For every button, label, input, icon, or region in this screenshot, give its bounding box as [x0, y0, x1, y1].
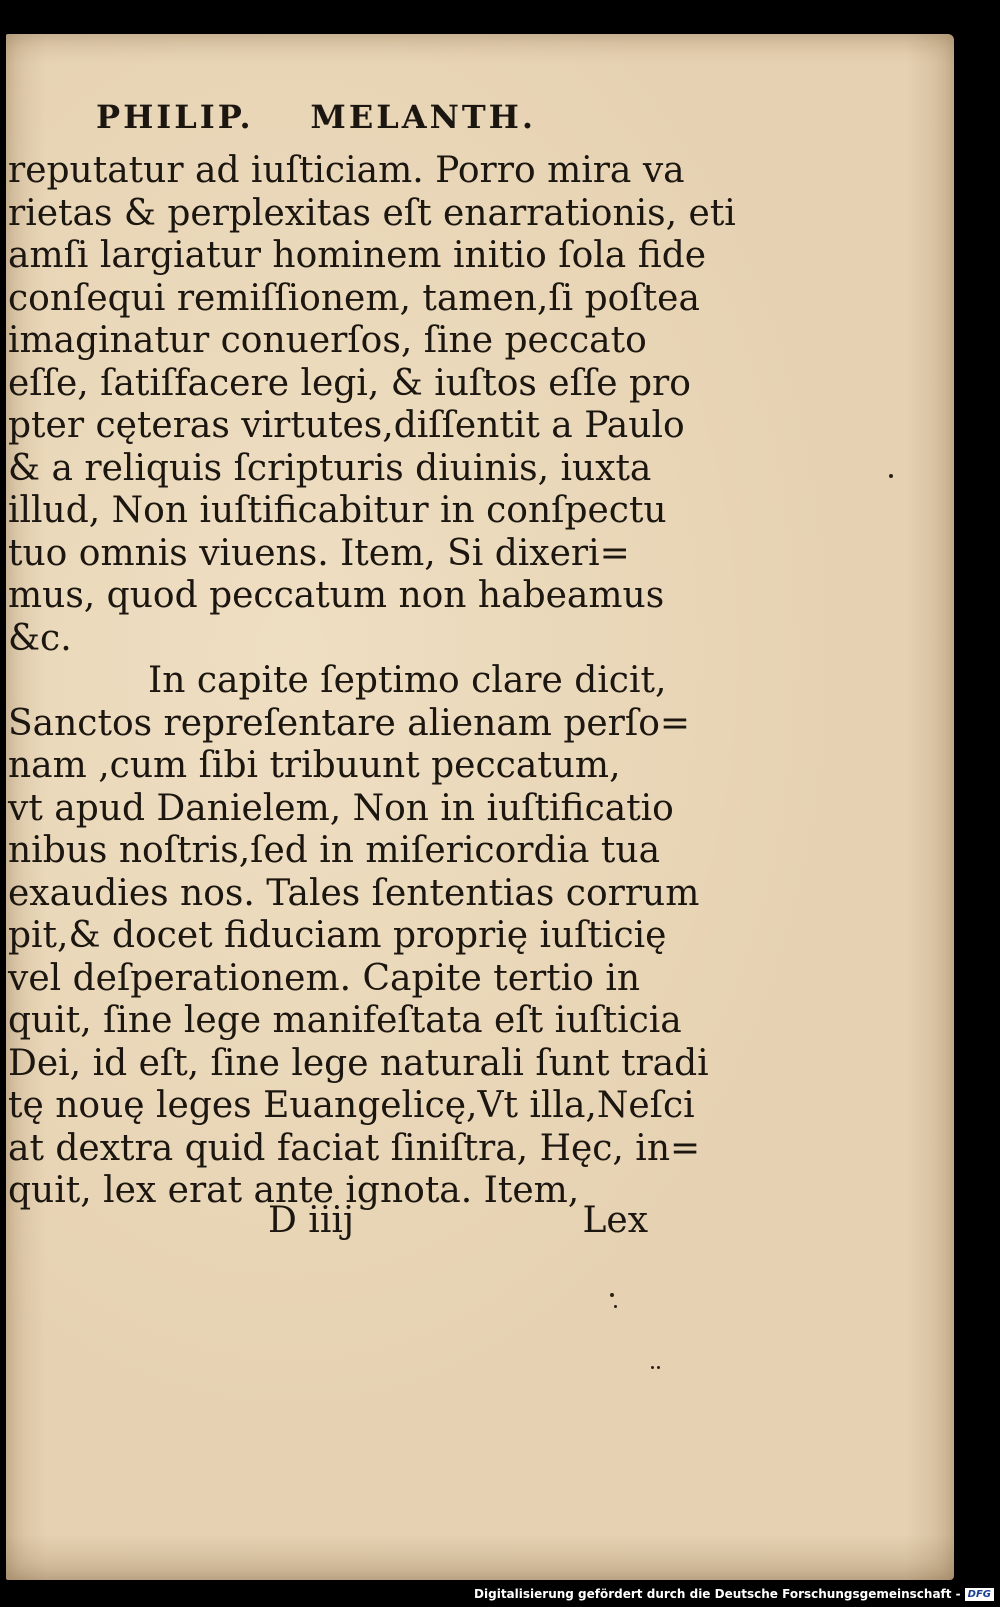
- text-line: tę nouę leges Euangelicę,Vt illa,Neſci: [8, 1085, 695, 1126]
- text-line: exaudies nos. Tales ſententias corrum: [8, 872, 700, 914]
- header-left: PHILIP.: [96, 98, 254, 136]
- text-line: nam ,cum ſibi tribuunt peccatum,: [8, 745, 621, 786]
- ink-speck: [889, 474, 893, 478]
- ink-speck: [614, 1305, 617, 1308]
- text-line: pter cęteras virtutes,diſſentit a Paulo: [8, 405, 685, 446]
- text-line: reputatur ad iuſticiam. Porro mira va: [8, 150, 685, 191]
- ink-speck: [610, 1293, 614, 1297]
- text-line: at dextra quid faciat ſiniſtra, Hęc, in=: [8, 1127, 701, 1169]
- text-line: & a reliquis ſcripturis diuinis, iuxta: [8, 447, 652, 489]
- text-line: mus, quod peccatum non habeamus: [8, 575, 665, 616]
- paragraph-start-line: In capite ſeptimo clare dicit,: [148, 660, 667, 701]
- text-line: pit,& docet fiduciam proprię iuſticię: [8, 915, 667, 956]
- text-line: amſi largiatur hominem initio ſola fide: [8, 235, 707, 276]
- text-line: tuo omnis viuens. Item, Si dixeri=: [8, 532, 630, 574]
- header-right: MELANTH.: [310, 98, 536, 136]
- text-line: quit, lex erat ante ignota. Item,: [8, 1170, 580, 1211]
- text-line: imaginatur conuerſos, ſine peccato: [8, 320, 647, 361]
- text-line: rietas & perplexitas eſt enarrationis, eti: [8, 192, 736, 234]
- text-line: nibus noſtris,ſed in miſericordia tua: [8, 830, 661, 871]
- catchword: Lex: [582, 1200, 648, 1241]
- text-line: conſequi remiſſionem, tamen,ſi poſtea: [8, 277, 700, 319]
- signature-mark: D iiij: [268, 1200, 355, 1241]
- text-line: quit, ſine lege manifeſtata eſt iuſticia: [8, 1000, 682, 1041]
- dfg-logo: DFG: [965, 1588, 994, 1601]
- digitization-credit: [474, 1585, 994, 1603]
- credit-text: Digitalisierung gefördert durch die Deutsche Forschungsgemeinschaft -: [474, 1587, 961, 1601]
- text-line: vel deſperationem. Capite tertio in: [8, 957, 641, 999]
- text-line: &c.: [8, 617, 72, 659]
- running-header: [96, 98, 536, 138]
- ink-speck: [651, 1366, 654, 1369]
- text-line: vt apud Danielem, Non in iuſtificatio: [8, 787, 674, 829]
- text-line: eſſe, ſatiſfacere legi, & iuſtos eſſe pro: [8, 362, 691, 404]
- page-foot: [268, 1200, 648, 1244]
- text-line: Dei, id eſt, ſine lege naturali ſunt tradi: [8, 1042, 709, 1084]
- body-text: [8, 150, 736, 1213]
- text-line: Sanctos repreſentare alienam perſo=: [8, 702, 691, 744]
- text-line: illud, Non iuſtificabitur in conſpectu: [8, 490, 667, 531]
- ink-speck: [657, 1366, 660, 1369]
